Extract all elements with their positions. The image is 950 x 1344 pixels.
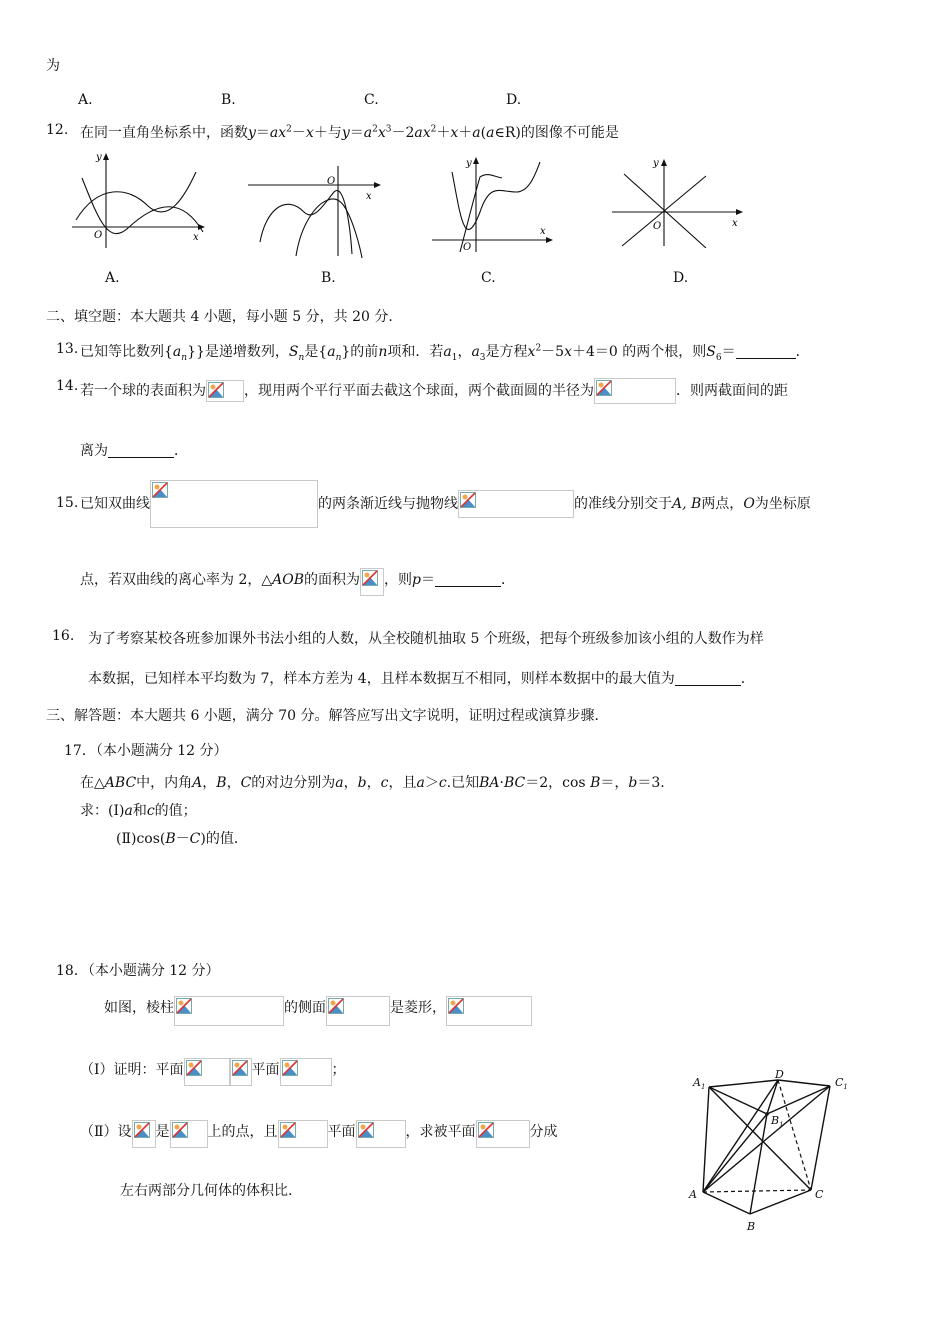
q12-number: 12. [46, 122, 69, 138]
q15-line2: 点，若双曲线的离心率为 2，△AOB的面积为 ，则p＝ ． [80, 568, 515, 596]
q18-heading: 18．（本小题满分 12 分） [56, 963, 220, 979]
q15-parabola-image [458, 490, 574, 518]
q11-option-b: B. [221, 92, 236, 108]
q12-text: 在同一直角坐标系中，函数$y=ax^2-x+$与$y=a^2x^3-2ax^2+x+a(a\in R)$的图像不可能是 [80, 124, 619, 141]
q11-option-a: A. [78, 92, 93, 108]
q16-line1: 为了考察某校各班参加课外书法小组的人数，从全校随机抽取 5 个班级，把每个班级参加该小组的人数作为样 [88, 631, 764, 647]
q16-number: 16. [52, 628, 75, 644]
q12-option-a: A. [105, 270, 120, 286]
broken-image-icon [478, 1122, 494, 1138]
q15-line1: 已知双曲线 的两条渐近线与抛物线 的准线分别交于A, B两点，O为坐标原 [80, 480, 811, 528]
q14-line1: 若一个球的表面积为 ，现用两个平行平面去截这个球面，两个截面圆的半径为 ．则两截面间的距 [80, 378, 788, 404]
q12d-y-label: y [653, 158, 659, 169]
q18-segment-image [170, 1120, 208, 1148]
q17-part-2: (Ⅱ)cos(B－C)的值． [116, 831, 248, 847]
q12a-x-label: x [193, 232, 199, 243]
q18-point-image [132, 1120, 156, 1148]
q18-part-2: （Ⅱ）设 是 上的点，且 平面 ，求被平面 分成 [80, 1120, 558, 1148]
lead-text: 为 [46, 58, 60, 74]
q18-fig-label-c: C [815, 1188, 824, 1201]
broken-image-icon [152, 482, 168, 498]
broken-image-icon [186, 1060, 202, 1076]
q18-plane-image-2 [280, 1058, 332, 1086]
q12-graph-c [430, 152, 560, 256]
q12c-origin-label: O [463, 242, 472, 253]
q12b-origin-label: O [327, 176, 336, 187]
q13-text: 已知等比数列$\{a_n\}$}是递增数列，$S_n$是$\{a_n\}$的前n项和．若$a_1$，$a_3$是方程$x^2-5x+4=0$ 的两个根，则$S_6=$ ． [80, 343, 810, 363]
broken-image-icon [282, 1060, 298, 1076]
broken-image-icon [362, 570, 378, 586]
q18-condition-image [446, 996, 532, 1026]
q12-option-b: B. [321, 270, 336, 286]
q18-perp-image [230, 1058, 252, 1086]
q14-answer-blank [108, 443, 174, 458]
q13-answer-blank [736, 344, 796, 359]
q14-number: 14. [56, 378, 79, 394]
q18-line4: 左右两部分几何体的体积比. [120, 1183, 293, 1199]
broken-image-icon [460, 492, 476, 508]
broken-image-icon [134, 1122, 150, 1138]
section-3-heading: 三、解答题：本大题共 6 小题，满分 70 分。解答应写出文字说明，证明过程或演算步骤． [46, 708, 609, 724]
q12c-x-label: x [540, 226, 546, 237]
q18-fig-label-b1: $B_1$ [771, 1114, 784, 1129]
broken-image-icon [596, 380, 612, 396]
q15-number: 15. [56, 495, 79, 511]
q15-area-image [360, 568, 384, 596]
q11-option-c: C. [364, 92, 379, 108]
q12-graph-d [610, 152, 746, 248]
q12d-x-label: x [732, 218, 738, 229]
q18-plane-image-3 [356, 1120, 406, 1148]
q18-prism-figure [685, 1070, 855, 1240]
q18-fig-label-d: D [775, 1070, 784, 1081]
q18-statement: 如图，棱柱 的侧面 是菱形， [104, 996, 532, 1026]
broken-image-icon [172, 1122, 188, 1138]
q17-heading: 17．（本小题满分 12 分） [64, 743, 228, 759]
q12d-origin-label: O [653, 221, 662, 232]
q15-hyperbola-image [150, 480, 318, 528]
q12-option-c: C. [481, 270, 496, 286]
broken-image-icon [232, 1060, 248, 1076]
broken-image-icon [358, 1122, 374, 1138]
q12a-y-label: y [96, 152, 102, 163]
q14-formula-image-2 [594, 378, 676, 404]
broken-image-icon [280, 1122, 296, 1138]
q14-line2: 离为 ． [80, 443, 188, 459]
q18-fig-label-b: B [747, 1220, 756, 1233]
q13-number: 13. [56, 341, 79, 357]
q12c-y-label: y [466, 158, 472, 169]
q18-prism-image [174, 996, 284, 1026]
q18-fig-label-a1: $A_1$ [693, 1076, 706, 1091]
broken-image-icon [176, 998, 192, 1014]
broken-image-icon [448, 998, 464, 1014]
q12-graph-a [68, 148, 208, 252]
q18-part-1: （Ⅰ）证明：平面 平面 ； [80, 1058, 346, 1086]
q15-answer-blank [435, 572, 501, 587]
q18-fig-label-a: A [689, 1188, 697, 1201]
q12a-origin-label: O [94, 230, 103, 241]
q18-face-image [326, 996, 390, 1026]
q14-formula-image-1 [206, 380, 244, 402]
q18-plane-image-4 [476, 1120, 530, 1148]
q16-answer-blank [675, 671, 741, 686]
q18-line-image [278, 1120, 328, 1148]
q17-part-1: 求：(Ⅰ)a和c的值； [80, 803, 197, 819]
q12-option-d: D. [673, 270, 689, 286]
broken-image-icon [328, 998, 344, 1014]
broken-image-icon [208, 382, 224, 398]
q12-graph-b [246, 164, 386, 260]
q16-line2: 本数据，已知样本平均数为 7，样本方差为 4，且样本数据互不相同，则样本数据中的最大值为 ． [88, 671, 755, 687]
q18-plane-image-1 [184, 1058, 230, 1086]
q11-option-d: D. [506, 92, 522, 108]
q17-statement: 在△ABC中，内角A，B，C的对边分别为a，b，c，且a＞c.已知BA·BC＝2，cos B＝，b＝3. [80, 775, 665, 791]
q18-fig-label-c1: $C_1$ [835, 1076, 848, 1091]
section-2-heading: 二、填空题：本大题共 4 小题，每小题 5 分，共 20 分． [46, 309, 403, 325]
q12b-x-label: x [366, 191, 372, 202]
